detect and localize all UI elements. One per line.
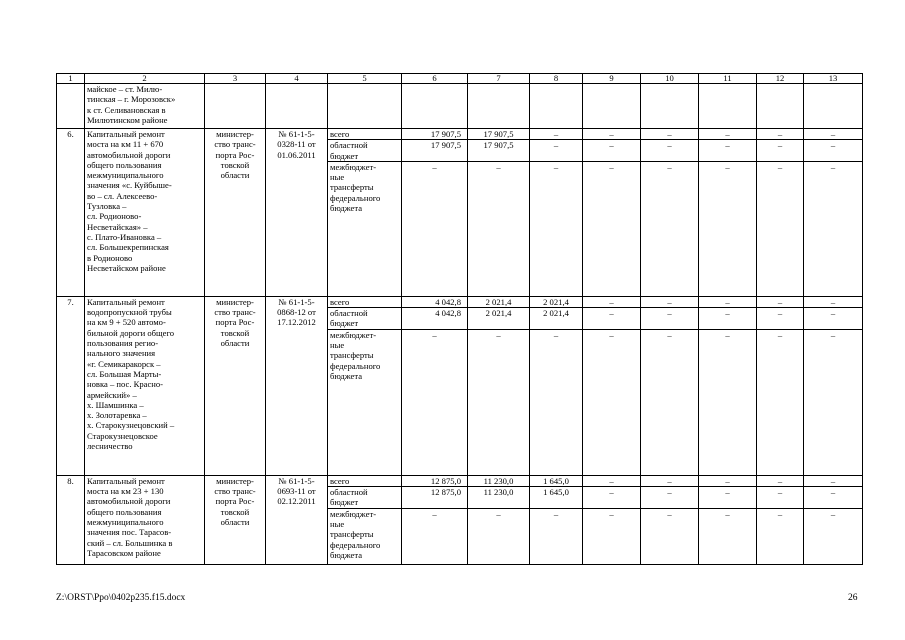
object-name-line: сл. Большекрепинская — [87, 242, 169, 253]
object-name-line: пользования регио- — [87, 338, 159, 349]
amount-cell: – — [757, 508, 804, 564]
object-name-line: тинская – г. Морозовск» — [87, 94, 176, 105]
amount-cell: – — [699, 508, 757, 564]
funding-source-line: областной — [330, 487, 368, 498]
amount-cell: 11 230,0 — [468, 487, 530, 509]
amount-cell: – — [804, 487, 863, 509]
funding-source-line: областной — [330, 308, 368, 319]
amount-cell: – — [699, 140, 757, 162]
empty-cell — [641, 84, 699, 129]
funding-source — [328, 508, 402, 564]
empty-cell — [583, 84, 641, 129]
amount-cell: – — [699, 308, 757, 330]
amount-cell: – — [402, 161, 468, 296]
amount-cell: – — [583, 140, 641, 162]
empty-cell — [57, 84, 85, 129]
customer-line: министер- — [216, 475, 254, 486]
funding-source — [328, 487, 402, 509]
object-name-line: майское – ст. Милю- — [87, 84, 163, 94]
amount-cell: 12 875,0 — [402, 475, 468, 486]
amount-cell: – — [641, 308, 699, 330]
document-ref-line: № 61-1-5- — [278, 129, 315, 139]
amount-cell: – — [757, 161, 804, 296]
object-name-line: моста на км 23 + 130 — [87, 486, 164, 497]
customer-line: товской — [220, 506, 250, 517]
amount-cell: – — [641, 487, 699, 509]
object-name-line: общего пользования — [87, 506, 162, 517]
funding-source-line: бюджет — [330, 150, 359, 161]
amount-cell: – — [468, 161, 530, 296]
footer-file-path: Z:\ORST\Ppo\0402p235.f15.docx — [56, 593, 186, 603]
document-ref — [266, 296, 328, 475]
customer-line: области — [220, 516, 250, 527]
amount-cell: – — [530, 140, 583, 162]
amount-cell: – — [583, 161, 641, 296]
object-name-line: межмуниципального — [87, 170, 164, 181]
empty-cell — [699, 84, 757, 129]
object-name-line: в Родионово — [87, 252, 133, 263]
funding-source-line: федерального — [330, 539, 381, 550]
funding-source-line: ные — [330, 518, 345, 529]
customer — [205, 296, 266, 475]
object-name-line: значения пос. Тарасов- — [87, 527, 172, 538]
amount-cell: – — [583, 508, 641, 564]
document-ref — [266, 129, 328, 297]
object-name-line: водопропускной трубы — [87, 307, 172, 318]
amount-cell: 4 042,8 — [402, 308, 468, 330]
empty-cell — [328, 84, 402, 129]
customer-line: товской — [220, 327, 250, 338]
empty-cell — [804, 84, 863, 129]
column-header: 11 — [699, 74, 757, 84]
amount-cell: – — [804, 161, 863, 296]
object-name-line: ский – сл. Большинка в — [87, 537, 173, 548]
amount-cell: 17 907,5 — [468, 140, 530, 162]
funding-source — [328, 296, 402, 307]
object-name-line: бильной дороги общего — [87, 327, 175, 338]
amount-cell: 17 907,5 — [402, 129, 468, 140]
object-name-line: межмуниципального — [87, 516, 164, 527]
object-name-line: во – сл. Алексеево- — [87, 190, 158, 201]
column-header: 6 — [402, 74, 468, 84]
funding-source — [328, 129, 402, 140]
amount-cell: 12 875,0 — [402, 487, 468, 509]
table-row — [57, 296, 863, 307]
object-name-line: Тузловка – — [87, 201, 127, 212]
customer-line: порта Рос- — [215, 149, 255, 160]
object-name — [85, 475, 205, 564]
funding-source-line: бюджет — [330, 497, 359, 508]
amount-cell: – — [641, 140, 699, 162]
amount-cell: – — [804, 308, 863, 330]
empty-cell — [530, 84, 583, 129]
amount-cell: – — [530, 129, 583, 140]
amount-cell: – — [641, 129, 699, 140]
object-name-line: сл. Родионово- — [87, 211, 142, 222]
amount-cell: – — [699, 475, 757, 486]
funding-source-line: федерального — [330, 192, 381, 203]
column-header: 2 — [85, 74, 205, 84]
customer-line: товской — [220, 159, 250, 170]
object-name — [85, 129, 205, 297]
customer-line: области — [220, 170, 250, 181]
document-ref-line: 01.06.2011 — [277, 149, 316, 160]
funding-source-line: всего — [330, 296, 350, 307]
amount-cell: – — [641, 296, 699, 307]
amount-cell: – — [757, 308, 804, 330]
customer-line: области — [220, 338, 250, 349]
customer-line: министер- — [216, 129, 254, 139]
document-ref-line: 0693-11 от — [277, 486, 316, 497]
amount-cell: – — [804, 329, 863, 475]
funding-source-line: бюджет — [330, 318, 359, 329]
table-body — [57, 74, 863, 565]
table-row — [57, 129, 863, 140]
amount-cell: – — [583, 329, 641, 475]
amount-cell: – — [468, 329, 530, 475]
amount-cell: – — [402, 329, 468, 475]
object-name-line: Капитальный ремонт — [87, 129, 165, 139]
object-name-line: автомобильной дороги — [87, 149, 171, 160]
amount-cell: – — [583, 308, 641, 330]
funding-source — [328, 308, 402, 330]
continuation-row — [57, 84, 863, 129]
object-name-line: новка – пос. Красно- — [87, 379, 164, 390]
amount-cell: 17 907,5 — [402, 140, 468, 162]
header-row — [57, 74, 863, 84]
column-header: 8 — [530, 74, 583, 84]
object-name-line: моста на км 11 + 670 — [87, 139, 164, 150]
amount-cell: – — [530, 508, 583, 564]
object-name-line: автомобильной дороги — [87, 496, 171, 507]
amount-cell: – — [641, 329, 699, 475]
amount-cell: – — [641, 508, 699, 564]
object-name-line: х. Золотаревка – — [87, 410, 147, 421]
object-name-line: х. Шамшинка – — [87, 399, 144, 410]
amount-cell: 11 230,0 — [468, 475, 530, 486]
amount-cell: – — [757, 129, 804, 140]
object-name-line: с. Плато-Ивановка – — [87, 231, 162, 242]
funding-source — [328, 329, 402, 475]
funding-source-line: трансферты — [330, 182, 374, 193]
amount-cell: 2 021,4 — [530, 308, 583, 330]
object-name-line: лесничество — [87, 441, 133, 452]
amount-cell: – — [804, 475, 863, 486]
customer — [205, 475, 266, 564]
object-name-line: армейский» – — [87, 389, 137, 400]
document-ref-line: 0868-12 от — [277, 307, 316, 318]
amount-cell: – — [530, 329, 583, 475]
column-header: 10 — [641, 74, 699, 84]
amount-cell: – — [757, 296, 804, 307]
amount-cell: – — [804, 296, 863, 307]
object-name-line: «г. Семикаракорск – — [87, 358, 161, 369]
column-header: 9 — [583, 74, 641, 84]
row-number: 7. — [57, 296, 85, 475]
object-name-line: Тарасовском районе — [87, 547, 161, 558]
funding-source-line: федерального — [330, 360, 381, 371]
document-ref-line: № 61-1-5- — [278, 296, 315, 307]
amount-cell: – — [699, 161, 757, 296]
funding-source-line: ные — [330, 172, 345, 183]
funding-source — [328, 140, 402, 162]
funding-source-line: межбюджет- — [330, 508, 377, 519]
budget-table — [56, 73, 863, 565]
object-name — [85, 296, 205, 475]
amount-cell: – — [757, 140, 804, 162]
amount-cell: – — [757, 487, 804, 509]
object-name-line: на км 9 + 520 автомо- — [87, 317, 166, 328]
amount-cell: – — [757, 475, 804, 486]
amount-cell: – — [757, 329, 804, 475]
object-name — [85, 84, 205, 129]
column-header: 12 — [757, 74, 804, 84]
customer-line: порта Рос- — [215, 317, 255, 328]
object-name-line: сл. Большая Марты- — [87, 368, 162, 379]
column-header: 13 — [804, 74, 863, 84]
amount-cell: – — [530, 161, 583, 296]
object-name-line: значения «с. Куйбыше- — [87, 180, 172, 191]
funding-source — [328, 475, 402, 486]
amount-cell: – — [641, 475, 699, 486]
amount-cell: – — [583, 487, 641, 509]
row-number: 6. — [57, 129, 85, 297]
empty-cell — [757, 84, 804, 129]
amount-cell: – — [699, 329, 757, 475]
empty-cell — [266, 84, 328, 129]
amount-cell: – — [402, 508, 468, 564]
object-name-line: общего пользования — [87, 159, 162, 170]
row-number: 8. — [57, 475, 85, 564]
amount-cell: – — [804, 129, 863, 140]
amount-cell: 2 021,4 — [468, 296, 530, 307]
empty-cell — [468, 84, 530, 129]
document-ref-line: № 61-1-5- — [278, 475, 315, 486]
amount-cell: – — [699, 296, 757, 307]
amount-cell: 2 021,4 — [468, 308, 530, 330]
column-header: 3 — [205, 74, 266, 84]
column-header: 1 — [57, 74, 85, 84]
document-ref-line: 0328-11 от — [277, 139, 316, 150]
funding-source-line: трансферты — [330, 529, 374, 540]
amount-cell: – — [641, 161, 699, 296]
customer — [205, 129, 266, 297]
amount-cell: – — [583, 129, 641, 140]
empty-cell — [205, 84, 266, 129]
amount-cell: – — [804, 140, 863, 162]
customer-line: ство транс- — [214, 139, 256, 150]
document-page — [56, 73, 862, 565]
document-ref-line: 17.12.2012 — [277, 317, 316, 328]
customer-line: порта Рос- — [215, 496, 255, 507]
document-ref-line: 02.12.2011 — [277, 496, 316, 507]
footer-page-number: 26 — [848, 593, 858, 603]
amount-cell: – — [583, 475, 641, 486]
amount-cell: – — [699, 487, 757, 509]
object-name-line: Капитальный ремонт — [87, 475, 165, 486]
funding-source-line: бюджета — [330, 370, 363, 381]
funding-source-line: межбюджет- — [330, 329, 377, 340]
object-name-line: Милютинском районе — [87, 114, 168, 125]
object-name-line: Старокузнецовское — [87, 430, 158, 441]
object-name-line: нального значения — [87, 348, 156, 359]
funding-source — [328, 161, 402, 296]
object-name-line: Несветайском районе — [87, 262, 166, 273]
column-header: 7 — [468, 74, 530, 84]
amount-cell: 2 021,4 — [530, 296, 583, 307]
amount-cell: – — [699, 129, 757, 140]
column-header: 5 — [328, 74, 402, 84]
amount-cell: – — [468, 508, 530, 564]
customer-line: ство транс- — [214, 486, 256, 497]
funding-source-line: межбюджет- — [330, 161, 377, 172]
funding-source-line: областной — [330, 140, 368, 151]
amount-cell: – — [583, 296, 641, 307]
customer-line: министер- — [216, 296, 254, 307]
funding-source-line: всего — [330, 129, 350, 139]
column-header: 4 — [266, 74, 328, 84]
object-name-line: Капитальный ремонт — [87, 296, 165, 307]
amount-cell: 17 907,5 — [468, 129, 530, 140]
customer-line: ство транс- — [214, 307, 256, 318]
amount-cell: – — [804, 508, 863, 564]
amount-cell: 1 645,0 — [530, 487, 583, 509]
document-ref — [266, 475, 328, 564]
amount-cell: 4 042,8 — [402, 296, 468, 307]
table-row — [57, 475, 863, 486]
funding-source-line: ные — [330, 340, 345, 351]
object-name-line: к ст. Селивановская в — [87, 104, 166, 115]
funding-source-line: бюджета — [330, 549, 363, 560]
object-name-line: Несветайская» – — [87, 221, 148, 232]
amount-cell: 1 645,0 — [530, 475, 583, 486]
funding-source-line: всего — [330, 475, 350, 486]
empty-cell — [402, 84, 468, 129]
funding-source-line: трансферты — [330, 350, 374, 361]
object-name-line: х. Старокузнецовский – — [87, 420, 175, 431]
funding-source-line: бюджета — [330, 203, 363, 214]
